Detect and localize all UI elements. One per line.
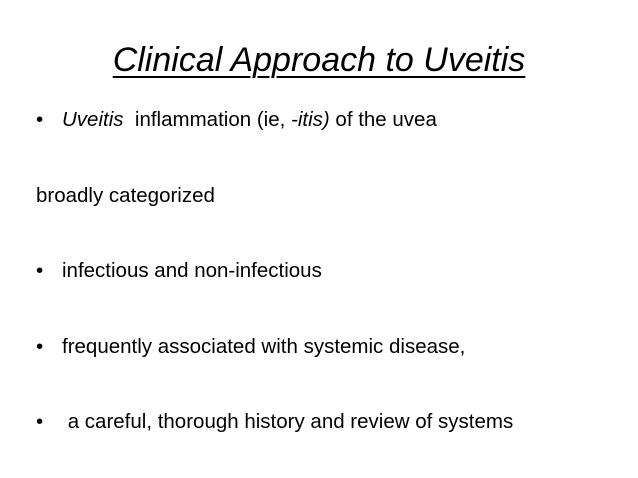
suffix-itis: -itis): [291, 108, 330, 131]
bullet-text: a careful, thorough history and review of systems: [62, 410, 514, 433]
bullet-line-infectious: [36, 257, 322, 285]
definition-end: of the uvea: [329, 108, 437, 131]
bullet-line-systemic-disease: [36, 333, 465, 361]
bullet-dot: •: [36, 410, 44, 433]
bullet-text: infectious and non-infectious: [62, 259, 322, 282]
bullet-dot: •: [36, 335, 44, 358]
slide-title: Clinical Approach to Uveitis: [112, 41, 526, 79]
definition-text: inflammation (ie,: [123, 108, 291, 131]
bullet-dot: •: [36, 108, 44, 131]
bullet-line-uveitis-definition: [36, 106, 437, 134]
bullet-dot: •: [36, 259, 44, 282]
bullet-line-history-review: [36, 408, 513, 436]
term-uveitis: Uveitis: [62, 108, 124, 131]
bullet-text: frequently associated with systemic disease,: [62, 335, 466, 358]
text-line-broadly-categorized: broadly categorized: [36, 184, 215, 207]
